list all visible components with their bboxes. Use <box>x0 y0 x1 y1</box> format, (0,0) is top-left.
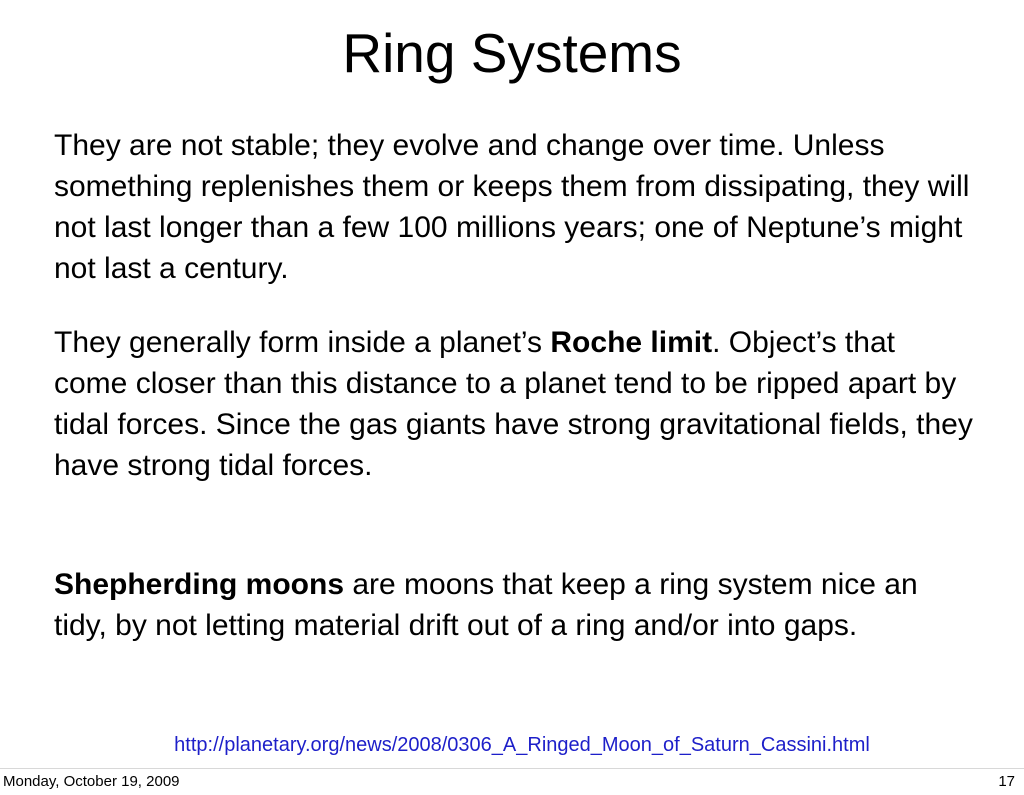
roche-limit-term: Roche limit <box>550 326 713 359</box>
footer-date: Monday, October 19, 2009 <box>3 773 180 790</box>
shepherding-moons-term: Shepherding moons <box>54 568 345 601</box>
paragraph-roche-limit-rest: . Object’s that come closer than this distance to a planet tend to be ripped apart by tidal forces. Since the gas giants have strong gravitational fields, they have strong tidal forces. <box>54 326 973 482</box>
reference-link[interactable]: http://planetary.org/news/2008/0306_A_Ringed_Moon_of_Saturn_Cassini.html <box>174 734 870 756</box>
page-number: 17 <box>998 773 1015 790</box>
paragraph-roche-limit-intro: They generally form inside a planet’s <box>54 326 551 359</box>
slide-title: Ring Systems <box>342 22 682 84</box>
paragraph-shepherding-moons-rest: are moons that keep a ring system nice an tidy, by not letting material drift out of a ring and/or into gaps. <box>54 568 918 642</box>
footer-bar <box>0 768 1024 795</box>
paragraph-stability: They are not stable; they evolve and change over time. Unless something replenishes them or keeps them from dissipating, they will not last longer than a few 100 millions years; one of Neptune’s might not last a century. <box>54 129 970 285</box>
paragraph-roche-limit <box>54 322 974 486</box>
reference-link-row <box>0 729 1024 761</box>
paragraph-shepherding-moons <box>54 564 974 646</box>
